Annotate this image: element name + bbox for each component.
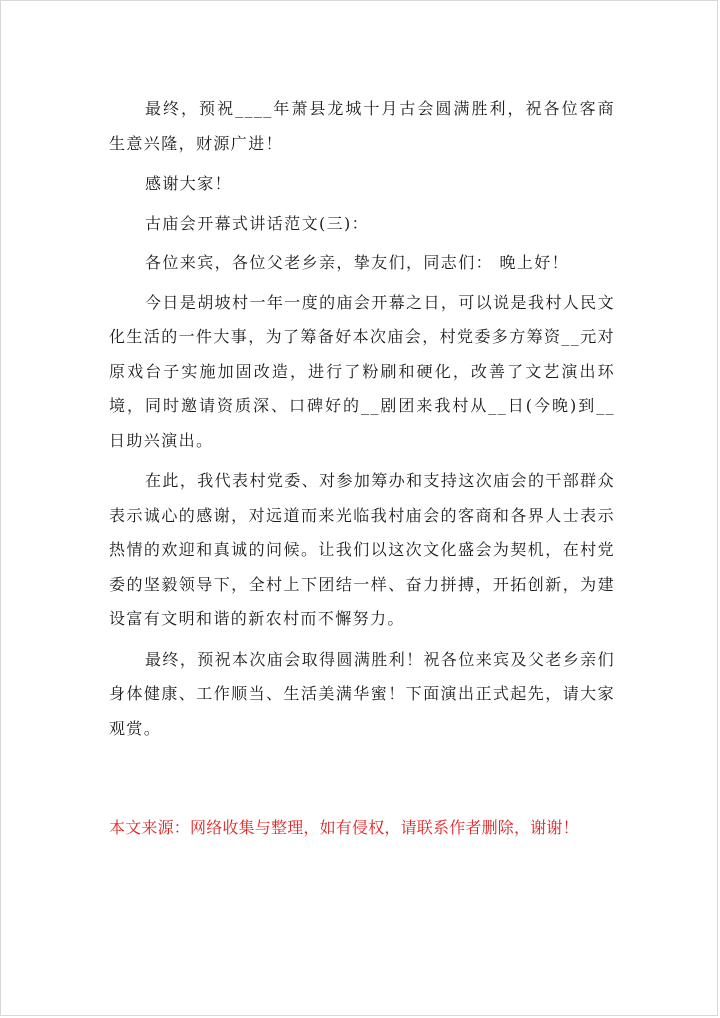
closing-wish-paragraph-1: 最终，预祝____年萧县龙城十月古会圆满胜利，祝各位客商生意兴隆，财源广进！ [109,99,615,153]
thanks-paragraph: 感谢大家！ [145,174,233,193]
source-note: 本文来源：网络收集与整理，如有侵权，请联系作者删除，谢谢！ [109,818,579,837]
closing-wish-paragraph-2: 最终，预祝本次庙会取得圆满胜利！祝各位来宾及父老乡亲们身体健康、工作顺当、生活美满华蜜！下面演出正式起先，请大家观赏。 [109,649,615,738]
document-body [109,92,615,752]
opening-paragraph: 今日是胡坡村一年一度的庙会开幕之日，可以说是我村人民文化生活的一件大事，为了筹备好本次庙会，村党委多方筹资__元对原戏台子实施加固改造，进行了粉刷和硬化，改善了文艺演出环境，同时邀请资质深、口碑好的__剧团来我村从__日(今晚)到__日助兴演出。 [109,292,616,450]
gratitude-paragraph: 在此，我代表村党委、对参加筹办和支持这次庙会的干部群众表示诚心的感谢，对远道而来光临我村庙会的客商和各界人士表示热情的欢迎和真诚的问候。让我们以这次文化盛会为契机，在村党委的坚毅领导下，全村上下团结一样、奋力拼搏，开拓创新，为建设富有文明和谐的新农村而不懈努力。 [109,471,615,628]
greeting-paragraph: 各位来宾，各位父老乡亲，挚友们，同志们： 晚上好！ [145,253,570,272]
section-title: 古庙会开幕式讲话范文(三)： [145,213,370,233]
